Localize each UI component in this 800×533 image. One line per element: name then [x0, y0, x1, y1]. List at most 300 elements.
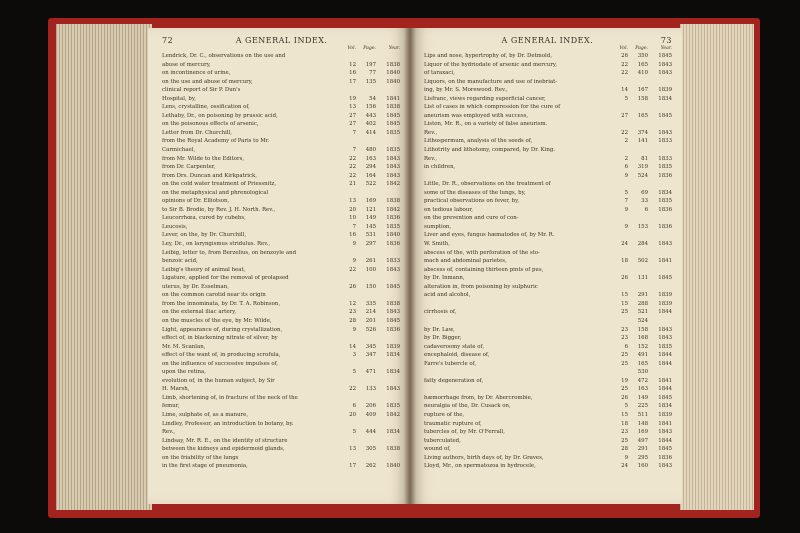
entry-year: 1836: [658, 223, 672, 230]
index-entry-row: [162, 103, 400, 112]
right-index-entries: [424, 52, 672, 471]
entry-page: 135: [365, 78, 376, 85]
entry-page: 81: [641, 155, 648, 162]
entry-year: 1842: [386, 206, 400, 213]
entry-page: 164: [365, 172, 376, 179]
entry-page: 526: [365, 326, 376, 333]
entry-year: 1843: [386, 266, 400, 273]
entry-text: on incontinence of urine,: [162, 70, 231, 77]
entry-text: Liston, Mr. R., on a variety of false aneurism.: [424, 121, 548, 128]
entry-year: 1840: [386, 232, 400, 239]
index-entry-row: [162, 69, 400, 78]
index-entry-row: [162, 360, 400, 369]
entry-page: 6: [644, 206, 648, 213]
entry-text: W. Smith,: [424, 241, 450, 248]
index-entry-row: [162, 155, 400, 164]
index-entry-row: [162, 206, 400, 215]
entry-year: 1838: [386, 104, 400, 111]
entry-vol: 13: [349, 104, 356, 111]
index-entry-row: [424, 240, 672, 249]
index-entry-row: [424, 428, 672, 437]
entry-vol: 9: [352, 241, 356, 248]
index-entry-row: [162, 146, 400, 155]
entry-text: Lisfranc, views regarding superficial cancer,: [424, 95, 546, 102]
entry-page: [628, 146, 648, 155]
entry-vol: 21: [349, 181, 356, 188]
entry-vol: 15: [621, 300, 628, 307]
entry-vol: 9: [352, 326, 356, 333]
entry-vol: 9: [352, 258, 356, 265]
entry-page: 497: [637, 437, 648, 444]
left-page: [148, 28, 410, 504]
entry-text: [424, 317, 615, 326]
entry-page: [356, 86, 376, 95]
entry-text: Farre's tubercle of,: [424, 360, 477, 367]
entry-vol: 23: [621, 335, 628, 342]
entry-year: 1834: [386, 429, 400, 436]
entry-page: [628, 180, 648, 189]
entry-text: abscess of, containing thirteen pints of pus,: [424, 266, 544, 273]
entry-page: 291: [637, 446, 648, 453]
entry-year: 1843: [658, 429, 672, 436]
entry-text: Lithotrity and lithotomy, compared, by Dr. King.: [424, 147, 556, 154]
entry-year: 1844: [658, 437, 672, 444]
entry-text: evolution of, in the human subject, by Sir: [162, 377, 275, 384]
entry-vol: 22: [349, 164, 356, 171]
entry-text: Lime, sulphate of, as a manure,: [162, 411, 249, 418]
entry-vol: 25: [621, 352, 628, 359]
index-entry-row: [162, 411, 400, 420]
entry-page: 158: [637, 326, 648, 333]
index-entry-row: [162, 343, 400, 352]
entry-vol: [615, 78, 628, 87]
index-entry-row: [424, 223, 672, 232]
entry-page: 291: [637, 292, 648, 299]
entry-year: 1840: [386, 70, 400, 77]
index-entry-row: [424, 129, 672, 138]
entry-text: Liver and eyes, fungus hæmatodes of, by Mr. R.: [424, 232, 555, 239]
entry-text: Lever, on the, by Dr. Churchill,: [162, 232, 247, 239]
entry-vol: 9: [624, 454, 628, 461]
entry-vol: 28: [349, 317, 356, 324]
entry-vol: [343, 249, 356, 258]
entry-page: 141: [637, 138, 648, 145]
index-entry-row: [162, 231, 400, 240]
entry-year: [376, 137, 400, 146]
entry-page: 294: [365, 164, 376, 171]
entry-page: [356, 137, 376, 146]
entry-text: Ley, Dr., on laryngismus stridulus. Rev.,: [162, 241, 271, 248]
entry-page: 148: [637, 420, 648, 427]
entry-year: 1838: [386, 446, 400, 453]
index-entry-row: [162, 377, 400, 386]
entry-text: from the Royal Academy of Paris to Mr.: [162, 138, 270, 145]
entry-year: 1834: [658, 403, 672, 410]
entry-vol: 16: [349, 70, 356, 77]
entry-text: uterus, by Dr. Esselman,: [162, 283, 229, 290]
entry-text: mach and abdominal parietes,: [424, 258, 507, 265]
entry-vol: 13: [349, 198, 356, 205]
entry-vol: 20: [349, 206, 356, 213]
entry-text: Little, Dr. R., observations on the treatment of: [424, 181, 551, 188]
entry-text: femur,: [162, 403, 180, 410]
entry-text: opinions of Dr. Elliotson,: [162, 198, 230, 205]
entry-text: [424, 300, 615, 309]
entry-text: Rev.,: [424, 155, 438, 162]
entry-vol: 10: [349, 215, 356, 222]
entry-vol: [343, 137, 356, 146]
entry-text: effect of, in blackening nitrate of silver, by: [162, 335, 278, 342]
entry-vol: 19: [349, 95, 356, 102]
entry-text: fatty degeneration of,: [424, 377, 484, 384]
entry-page: 169: [365, 198, 376, 205]
entry-page: 305: [365, 446, 376, 453]
entry-year: 1843: [386, 172, 400, 179]
entry-vol: [615, 266, 628, 275]
index-entry-row: [162, 52, 400, 61]
index-entry-row: [424, 317, 672, 326]
entry-year: 1845: [658, 446, 672, 453]
entry-year: 1834: [386, 352, 400, 359]
entry-year: [648, 266, 672, 275]
entry-text: H. Marsh,: [162, 386, 190, 393]
entry-year: [376, 420, 400, 429]
entry-text: of taraxaci,: [424, 70, 455, 77]
right-running-title: A GENERAL INDEX.: [501, 36, 594, 45]
left-page-edges: [56, 24, 152, 510]
entry-year: [648, 231, 672, 240]
index-entry-row: [162, 249, 400, 258]
entry-text: some of the diseases of the lungs, by,: [424, 189, 526, 196]
entry-year: [376, 274, 400, 283]
entry-vol: [615, 317, 628, 326]
entry-page: 145: [365, 223, 376, 230]
entry-year: 1835: [386, 223, 400, 230]
entry-text: to Sir B. Brodie, by Rev. J. H. North. Rev.,: [162, 206, 276, 213]
vol-header: Vol.: [619, 46, 628, 51]
index-entry-row: [424, 334, 672, 343]
entry-vol: 13: [349, 446, 356, 453]
left-index-entries: [162, 52, 400, 471]
entry-text: Lethaby, Dr., on poisoning by prussic acid,: [162, 112, 278, 119]
entry-vol: 7: [352, 147, 356, 154]
entry-text: Lloyd, Mr., on spermatozoa in hydrocele,: [424, 463, 536, 470]
entry-page: [356, 249, 376, 258]
index-entry-row: [424, 445, 672, 454]
right-page: [410, 28, 682, 504]
entry-year: [648, 317, 672, 326]
index-entry-row: [424, 103, 672, 112]
entry-text: between the kidneys and epidermoid glands,: [162, 446, 285, 453]
entry-text: Letter from Dr. Churchill,: [162, 129, 232, 136]
index-entry-row: [162, 274, 400, 283]
entry-year: 1843: [658, 241, 672, 248]
entry-text: Lips and nose, hypertrophy of, by Dr. Detmold,: [424, 53, 552, 59]
entry-text: tubercles of, by Mr. O'Ferrall,: [424, 429, 505, 436]
entry-vol: 2: [624, 155, 628, 162]
entry-page: 443: [365, 112, 376, 119]
entry-vol: 7: [624, 198, 628, 205]
entry-vol: 19: [621, 377, 628, 384]
index-entry-row: [424, 163, 672, 172]
entry-text: cirrhosis of,: [424, 309, 457, 316]
entry-year: 1845: [386, 121, 400, 128]
entry-year: 1836: [386, 215, 400, 222]
entry-year: 1842: [386, 181, 400, 188]
entry-vol: 27: [349, 112, 356, 119]
entry-year: 1843: [386, 164, 400, 171]
entry-page: 471: [365, 369, 376, 376]
entry-year: 1839: [658, 292, 672, 299]
index-entry-row: [162, 172, 400, 181]
index-entry-row: [162, 257, 400, 266]
entry-text: Leibig, letter to, from Berzelius, on benzoyle and: [162, 249, 297, 256]
index-entry-row: [424, 326, 672, 335]
entry-vol: 3: [352, 352, 356, 359]
right-page-edges: [680, 24, 754, 510]
entry-vol: 14: [621, 87, 628, 94]
year-header: Year.: [388, 46, 400, 51]
entry-page: [356, 274, 376, 283]
entry-page: [628, 214, 648, 223]
entry-page: 491: [637, 352, 648, 359]
index-entry-row: [424, 385, 672, 394]
entry-page: 295: [637, 454, 648, 461]
entry-vol: [615, 249, 628, 258]
entry-page: 152: [637, 343, 648, 350]
entry-year: [648, 78, 672, 87]
entry-page: 444: [365, 429, 376, 436]
entry-text: benzoic acid,: [162, 258, 198, 265]
entry-text: on the use and abuse of mercury,: [162, 78, 253, 85]
index-entry-row: [424, 343, 672, 352]
entry-text: acid and alcohol,: [424, 292, 471, 299]
entry-page: 33: [641, 198, 648, 205]
entry-year: 1844: [658, 360, 672, 367]
entry-text: in children,: [424, 164, 456, 171]
index-entry-row: [424, 197, 672, 206]
entry-year: [648, 249, 672, 258]
index-entry-row: [162, 163, 400, 172]
index-entry-row: [162, 462, 400, 471]
entry-vol: 25: [621, 309, 628, 316]
entry-text: wound of,: [424, 446, 451, 453]
entry-text: abscess of the, with perforation of the sto-: [424, 249, 540, 256]
index-entry-row: [424, 95, 672, 104]
entry-text: [424, 172, 615, 181]
entry-vol: 5: [352, 429, 356, 436]
entry-text: Hospital, by,: [162, 95, 196, 102]
index-entry-row: [424, 112, 672, 121]
entry-page: [356, 394, 376, 403]
index-entry-row: [162, 385, 400, 394]
entry-vol: [615, 146, 628, 155]
index-entry-row: [162, 291, 400, 300]
entry-vol: 26: [621, 53, 628, 59]
year-header: Year.: [660, 46, 672, 51]
entry-vol: 9: [624, 172, 628, 179]
entry-year: 1834: [658, 189, 672, 196]
entry-page: 414: [365, 129, 376, 136]
entry-page: [356, 420, 376, 429]
entry-vol: 23: [621, 429, 628, 436]
entry-page: 169: [637, 429, 648, 436]
entry-year: 1845: [386, 317, 400, 324]
entry-text: cadaveroomy state of,: [424, 343, 485, 350]
entry-text: on the influence of successive impulses of,: [162, 360, 279, 367]
entry-vol: 27: [621, 112, 628, 119]
index-entry-row: [424, 137, 672, 146]
entry-year: 1843: [386, 309, 400, 316]
entry-text: Leucorrhœa, cured by cubebs,: [162, 215, 246, 222]
index-entry-row: [424, 189, 672, 198]
entry-page: 288: [637, 300, 648, 307]
entry-page: 149: [365, 215, 376, 222]
entry-text: Leucosis,: [162, 223, 188, 230]
index-entry-row: [424, 300, 672, 309]
entry-text: aneurism was employed with success,: [424, 112, 529, 119]
entry-page: 160: [637, 463, 648, 470]
index-entry-row: [424, 437, 672, 446]
entry-page: 201: [365, 317, 376, 324]
entry-year: 1839: [658, 300, 672, 307]
entry-year: 1835: [658, 198, 672, 205]
entry-text: Limb, shortening of, in fracture of the neck of the: [162, 394, 298, 401]
entry-text: Lindley, Professor, an introduction to botany, by.: [162, 420, 294, 427]
entry-vol: [343, 377, 356, 386]
index-entry-row: [162, 334, 400, 343]
entry-page: [356, 377, 376, 386]
entry-vol: 5: [624, 189, 628, 196]
entry-page: 77: [369, 70, 376, 77]
entry-vol: 6: [624, 343, 628, 350]
entry-page: 531: [365, 232, 376, 239]
entry-page: 472: [637, 377, 648, 384]
entry-vol: [615, 180, 628, 189]
entry-vol: 23: [621, 326, 628, 333]
entry-year: [376, 86, 400, 95]
right-running-head: [424, 36, 672, 45]
entry-year: 1844: [658, 386, 672, 393]
page-header: Page.: [363, 46, 376, 51]
entry-vol: [343, 437, 356, 446]
index-entry-row: [424, 257, 672, 266]
entry-page: 133: [365, 386, 376, 393]
entry-page: 409: [365, 411, 376, 418]
entry-page: [356, 291, 376, 300]
entry-vol: 14: [349, 343, 356, 350]
entry-year: 1841: [386, 95, 400, 102]
entry-text: on the prevention and cure of con-: [424, 215, 519, 222]
entry-page: 225: [637, 403, 648, 410]
entry-vol: [615, 283, 628, 292]
entry-vol: 24: [621, 463, 628, 470]
entry-text: on the common carotid near its origin: [162, 292, 266, 299]
entry-vol: 9: [624, 223, 628, 230]
entry-year: [648, 214, 672, 223]
entry-page: 131: [637, 275, 648, 282]
index-entry-row: [424, 61, 672, 70]
index-entry-row: [162, 308, 400, 317]
index-entry-row: [162, 300, 400, 309]
entry-page: 163: [365, 155, 376, 162]
index-entry-row: [162, 445, 400, 454]
entry-page: 374: [637, 129, 648, 136]
entry-page: 156: [365, 104, 376, 111]
entry-year: 1833: [658, 155, 672, 162]
index-entry-row: [424, 462, 672, 471]
index-entry-row: [162, 61, 400, 70]
entry-page: 350: [637, 53, 648, 59]
entry-text: List of cases in which compression for the cure of: [424, 104, 561, 111]
entry-vol: 17: [349, 78, 356, 85]
index-entry-row: [424, 231, 672, 240]
entry-year: 1836: [386, 326, 400, 333]
page-header: Page.: [635, 46, 648, 51]
entry-page: 297: [365, 241, 376, 248]
entry-year: 1835: [386, 147, 400, 154]
entry-text: from the innominata, by Dr. T. A. Robinson,: [162, 300, 281, 307]
index-entry-row: [424, 249, 672, 258]
entry-page: 284: [637, 241, 648, 248]
entry-year: [376, 52, 400, 61]
entry-text: upon the retina,: [162, 369, 206, 376]
entry-year: [648, 103, 672, 112]
entry-vol: 9: [624, 206, 628, 213]
entry-year: [648, 120, 672, 129]
entry-vol: [615, 120, 628, 129]
entry-page: 345: [365, 343, 376, 350]
entry-page: 511: [637, 411, 648, 418]
entry-page: 158: [637, 95, 648, 102]
entry-vol: [615, 231, 628, 240]
entry-text: from Mr. Wilde to the Editors,: [162, 155, 245, 162]
entry-text: encephaloid, disease of,: [424, 352, 490, 359]
entry-text: Lindsay, Mr. R. E., on the identity of structure: [162, 437, 288, 444]
entry-year: 1845: [386, 112, 400, 119]
entry-year: 1845: [658, 275, 672, 282]
entry-text: tuberculated,: [424, 437, 461, 444]
entry-text: from Dr. Carpenter,: [162, 164, 216, 171]
entry-page: 153: [637, 223, 648, 230]
index-entry-row: [424, 394, 672, 403]
entry-vol: [343, 334, 356, 343]
entry-page: [356, 454, 376, 463]
entry-vol: 26: [621, 275, 628, 282]
index-entry-row: [162, 112, 400, 121]
index-entry-row: [424, 274, 672, 283]
entry-text: Living authors, birth days of, by Dr. Graves,: [424, 454, 544, 461]
entry-text: alteration in, from poisoning by sulphuric: [424, 283, 538, 290]
entry-vol: 22: [349, 155, 356, 162]
index-entry-row: [424, 283, 672, 292]
index-entry-row: [424, 402, 672, 411]
left-page-number: 72: [162, 36, 174, 45]
entry-page: [356, 52, 376, 61]
entry-vol: [615, 214, 628, 223]
index-entry-row: [424, 420, 672, 429]
entry-vol: 6: [624, 164, 628, 171]
entry-page: 121: [365, 206, 376, 213]
entry-text: clinical report of Sir P. Dun's: [162, 87, 241, 94]
entry-year: [376, 291, 400, 300]
entry-vol: 5: [352, 369, 356, 376]
entry-text: [424, 368, 615, 377]
entry-page: 69: [641, 189, 648, 196]
entry-year: 1844: [658, 352, 672, 359]
entry-page: [628, 103, 648, 112]
entry-text: on tedious labour,: [424, 206, 473, 213]
